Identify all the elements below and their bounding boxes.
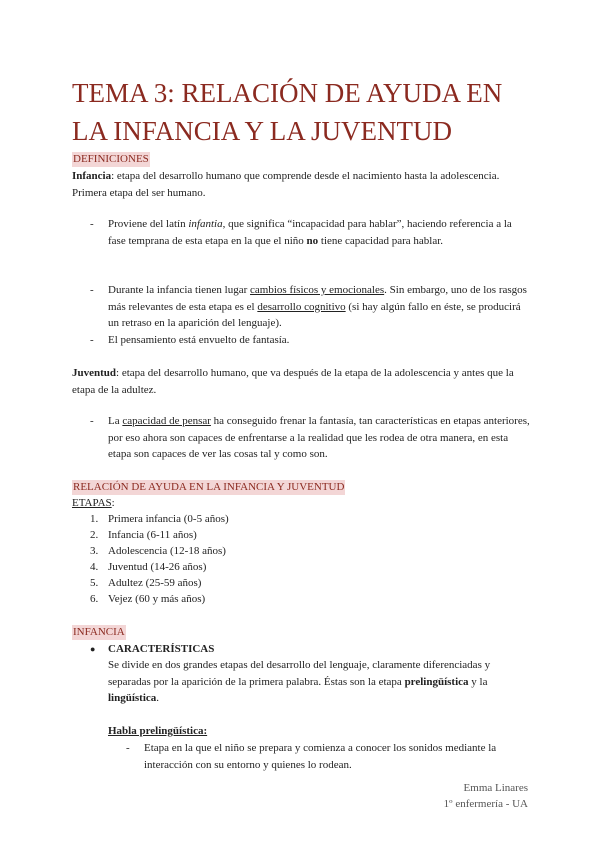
etapas-label-text: ETAPAS: [72, 497, 112, 509]
list-number: 1.: [90, 513, 99, 525]
section-heading-relacion: RELACIÓN DE AYUDA EN LA INFANCIA Y JUVENTUD: [73, 481, 345, 493]
juventud-def-text: : etapa del desarrollo humano, que va después de la etapa de la adolescencia y antes que la etapa de la adultez.: [72, 367, 514, 396]
caracteristicas-heading: CARACTERÍSTICAS: [108, 643, 215, 655]
footer-author: Emma Linares: [463, 782, 528, 794]
habla-prelinguistica-text: Etapa en la que el niño se prepara y comienza a conocer los sonidos mediante la interacción con su entorno y quienes lo rodean.: [144, 742, 497, 771]
text-run: .: [156, 692, 160, 704]
underlined-term: cambios físicos y emocionales: [250, 284, 385, 296]
list-item: Vejez (60 y más años): [108, 593, 206, 605]
bold-term: no: [306, 234, 319, 247]
infancia-description: [108, 657, 524, 707]
underlined-term: capacidad de pensar: [122, 415, 211, 427]
section-heading-definiciones: DEFINICIONES: [73, 153, 149, 165]
dash-bullet-icon: -: [90, 334, 94, 346]
etapas-label: [72, 495, 115, 512]
bullet-cambios: [108, 282, 532, 332]
dash-bullet-icon: -: [90, 284, 94, 296]
infancia-definition: [72, 168, 532, 201]
round-bullet-icon: ●: [90, 644, 96, 654]
section-heading-infancia: INFANCIA: [73, 626, 125, 638]
list-number: 2.: [90, 529, 99, 541]
list-number: 4.: [90, 561, 99, 573]
etapas-colon: :: [111, 497, 115, 509]
text-run: . Sin embargo, uno de los rasgos más relevantes de esta etapa es el: [108, 284, 527, 313]
underlined-term: desarrollo cognitivo: [257, 300, 346, 313]
juventud-term: Juventud: [72, 367, 117, 379]
list-item: Juventud (14-26 años): [108, 561, 207, 573]
list-item: Infancia (6-11 años): [108, 529, 197, 541]
juventud-definition: [72, 365, 532, 398]
list-number: 3.: [90, 545, 99, 557]
habla-prelinguistica-heading: Habla prelingüística:: [108, 725, 208, 737]
bullet-fantasia: El pensamiento está envuelto de fantasía.: [108, 334, 290, 346]
text-run: La: [108, 415, 123, 427]
infancia-def-text: : etapa del desarrollo humano que comprende desde el nacimiento hasta la adolescencia. Primera etapa del ser humano.: [72, 170, 500, 199]
dash-bullet-icon: -: [126, 742, 130, 754]
bold-term: prelingüística: [404, 675, 469, 688]
list-item: Primera infancia (0-5 años): [108, 513, 229, 525]
dash-bullet-icon: -: [90, 218, 94, 230]
text-run: Durante la infancia tienen lugar: [108, 284, 251, 296]
list-item: Adolescencia (12-18 años): [108, 545, 226, 557]
text-run: y la: [468, 675, 488, 688]
list-number: 6.: [90, 593, 99, 605]
text-run: Se divide en dos grandes etapas del desarrollo del lenguaje, claramente diferenciadas y separadas por la aparición de la primera palabra. Éstas son la etapa: [108, 659, 491, 688]
page-title: TEMA 3: RELACIÓN DE AYUDA EN LA INFANCIA Y LA JUVENTUD: [72, 78, 503, 146]
bullet-latin-origin: [108, 216, 528, 249]
text-run: , que significa “incapacidad para hablar”, haciendo referencia a la fase temprana de esta etapa en la que el niño: [108, 218, 512, 247]
bullet-capacidad-pensar: [108, 413, 532, 463]
italic-term: infantia: [188, 218, 223, 230]
bold-term: lingüística: [108, 692, 157, 704]
footer-course: 1º enfermería - UA: [443, 798, 528, 810]
text-run: Proviene del latín: [108, 218, 189, 230]
list-item: Adultez (25-59 años): [108, 577, 202, 589]
text-run: (si hay algún fallo en éste, se producirá un retraso en la aparición del lenguaje).: [108, 300, 521, 329]
text-run: tiene capacidad para hablar.: [318, 234, 444, 247]
dash-bullet-icon: -: [90, 415, 94, 427]
text-run: ha conseguido frenar la fantasía, tan características en etapas anteriores, por eso ahora son capaces de enfrentarse a la realidad que les rodea de otra manera, en esta etapa son capaces de ver las cosas tal y como son.: [108, 415, 530, 460]
list-number: 5.: [90, 577, 99, 589]
infancia-term: Infancia: [72, 170, 112, 182]
